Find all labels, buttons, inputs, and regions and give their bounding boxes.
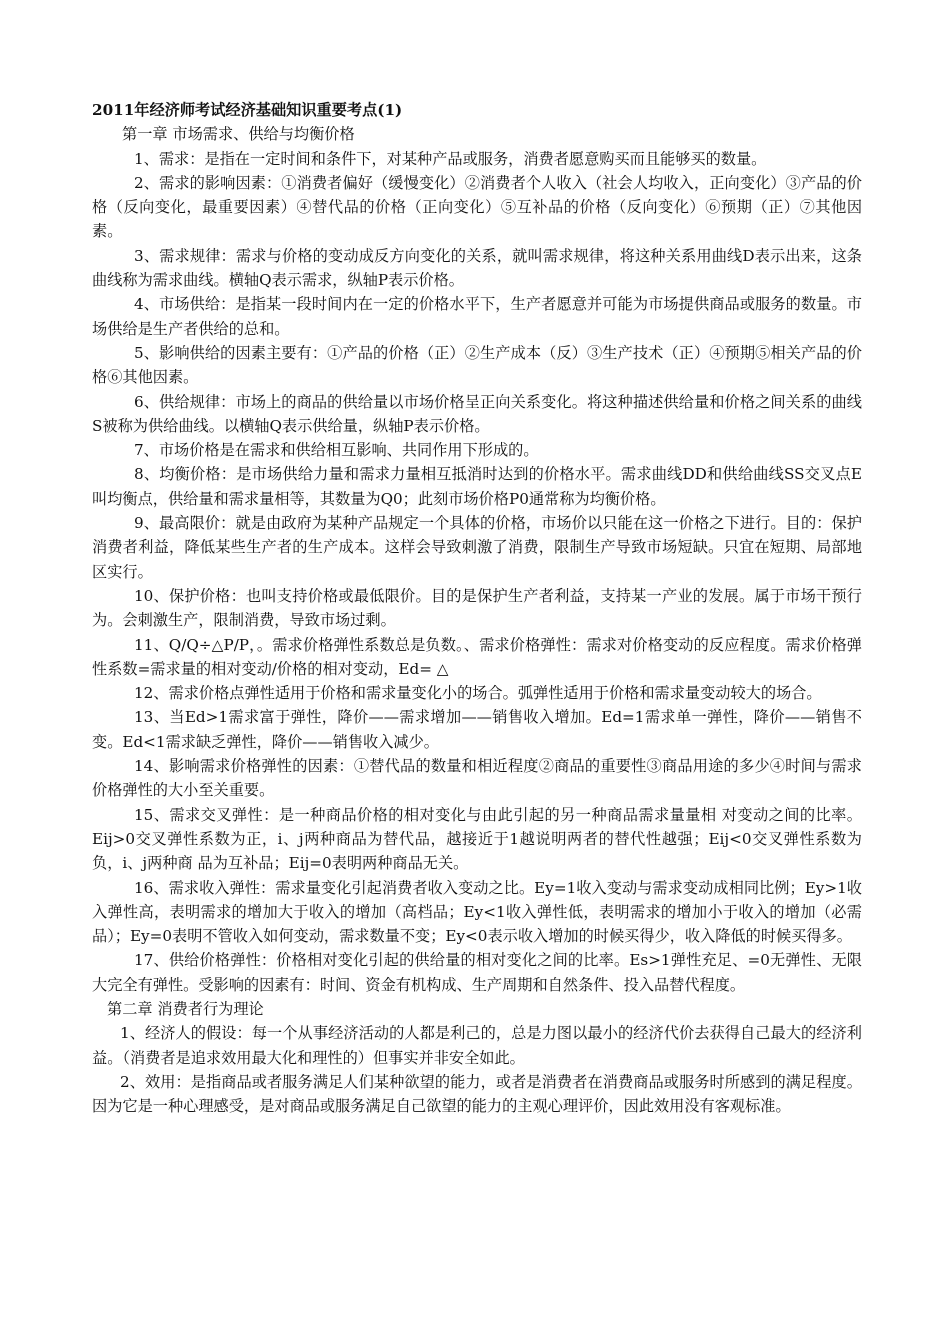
paragraph: 14、影响需求价格弹性的因素：①替代品的数量和相近程度②商品的重要性③商品用途的多少④时间与需求价格弹性的大小至关重要。 [92, 757, 862, 800]
paragraph: 17、供给价格弹性：价格相对变化引起的供给量的相对变化之间的比率。Es>1弹性充足、=0无弹性、无限大完全有弹性。受影响的因素有：时间、资金有机构成、生产周期和自然条件、投入品替代程度。 [92, 951, 862, 994]
chapter-2-body [92, 1021, 862, 1118]
paragraph: 3、需求规律：需求与价格的变动成反方向变化的关系，就叫需求规律，将这种关系用曲线D表示出来，这条曲线称为需求曲线。横轴Q表示需求，纵轴P表示价格。 [92, 246, 862, 290]
paragraph: 10、保护价格：也叫支持价格或最低限价。目的是保护生产者利益，支持某一产业的发展。属于市场干预行为。会刺激生产，限制消费，导致市场过剩。 [92, 586, 862, 630]
paragraph: 5、影响供给的因素主要有：①产品的价格（正）②生产成本（反）③生产技术（正）④预期⑤相关产品的价格⑥其他因素。 [92, 343, 862, 387]
paragraph: 2、需求的影响因素：①消费者偏好（缓慢变化）②消费者个人收入（社会人均收入，正向变化）③产品的价格（反向变化，最重要因素）④替代品的价格（正向变化）⑤互补品的价格（反向变化）⑥预期（正）⑦其他因素。 [92, 173, 862, 241]
chapter-1-body [92, 147, 862, 997]
paragraph: 15、需求交叉弹性：是一种商品价格的相对变化与由此引起的另一种商品需求量量相 对变动之间的比率。Eij>0交叉弹性系数为正，i、j两种商品为替代品，越接近于1越说明两者的替代性越强；Eij<0交叉弹性系数为负，i、j两种商 品为互补品；Eij=0表明两种商品无关。 [92, 805, 862, 873]
paragraph: 16、需求收入弹性：需求量变化引起消费者收入变动之比。Ey=1收入变动与需求变动成相同比例；Ey>1收入弹性高，表明需求的增加大于收入的增加（高档品；Ey<1收入弹性低，表明需求的增加小于收入的增加（必需品）；Ey=0表明不管收入如何变动，需求数量不变；Ey<0表示收入增加的时候买得少，收入降低的时候买得多。 [92, 878, 862, 946]
document-page [92, 98, 862, 1118]
document-title: 2011年经济师考试经济基础知识重要考点(1) [92, 101, 403, 119]
paragraph: 4、市场供给：是指某一段时间内在一定的价格水平下，生产者愿意并可能为市场提供商品或服务的数量。市场供给是生产者供给的总和。 [92, 295, 862, 338]
paragraph: 7、市场价格是在需求和供给相互影响、共同作用下形成的。 [134, 441, 539, 460]
paragraph: 1、经济人的假设：每一个从事经济活动的人都是利己的，总是力图以最小的经济代价去获得自己最大的经济利益。（消费者是追求效用最大化和理性的）但事实并非安全如此。 [92, 1024, 862, 1067]
paragraph: 8、均衡价格：是市场供给力量和需求力量相互抵消时达到的价格水平。需求曲线DD和供给曲线SS交叉点E叫均衡点，供给量和需求量相等，其数量为Q0；此刻市场价格P0通常称为均衡价格。 [92, 465, 862, 508]
chapter-1-heading: 第一章 市场需求、供给与均衡价格 [122, 125, 355, 144]
paragraph: 9、最高限价：就是由政府为某种产品规定一个具体的价格，市场价以只能在这一价格之下进行。目的：保护消费者利益，降低某些生产者的生产成本。这样会导致刺激了消费，限制生产导致市场短缺。只宜在短期、局部地区实行。 [92, 514, 862, 581]
paragraph: 6、供给规律：市场上的商品的供给量以市场价格呈正向关系变化。将这种描述供给量和价格之间关系的曲线S被称为供给曲线。以横轴Q表示供给量，纵轴P表示价格。 [92, 392, 862, 435]
paragraph: 11、Q/Q÷△P/P，。需求价格弹性系数总是负数。、需求价格弹性：需求对价格变动的反应程度。需求价格弹性系数=需求量的相对变动/价格的相对变动，Ed= △ [92, 635, 862, 678]
paragraph: 12、需求价格点弹性适用于价格和需求量变化小的场合。弧弹性适用于价格和需求量变动较大的场合。 [134, 684, 822, 703]
chapter-2-heading: 第二章 消费者行为理论 [107, 999, 264, 1018]
paragraph: 1、需求：是指在一定时间和条件下，对某种产品或服务，消费者愿意购买而且能够买的数量。 [134, 149, 767, 168]
paragraph: 13、当Ed>1需求富于弹性，降价——需求增加——销售收入增加。Ed=1需求单一弹性，降价——销售不变。Ed<1需求缺乏弹性，降价——销售收入减少。 [92, 708, 862, 751]
paragraph: 2、效用：是指商品或者服务满足人们某种欲望的能力，或者是消费者在消费商品或服务时所感到的满足程度。因为它是一种心理感受，是对商品或服务满足自己欲望的能力的主观心理评价，因此效用没有客观标准。 [92, 1072, 862, 1116]
